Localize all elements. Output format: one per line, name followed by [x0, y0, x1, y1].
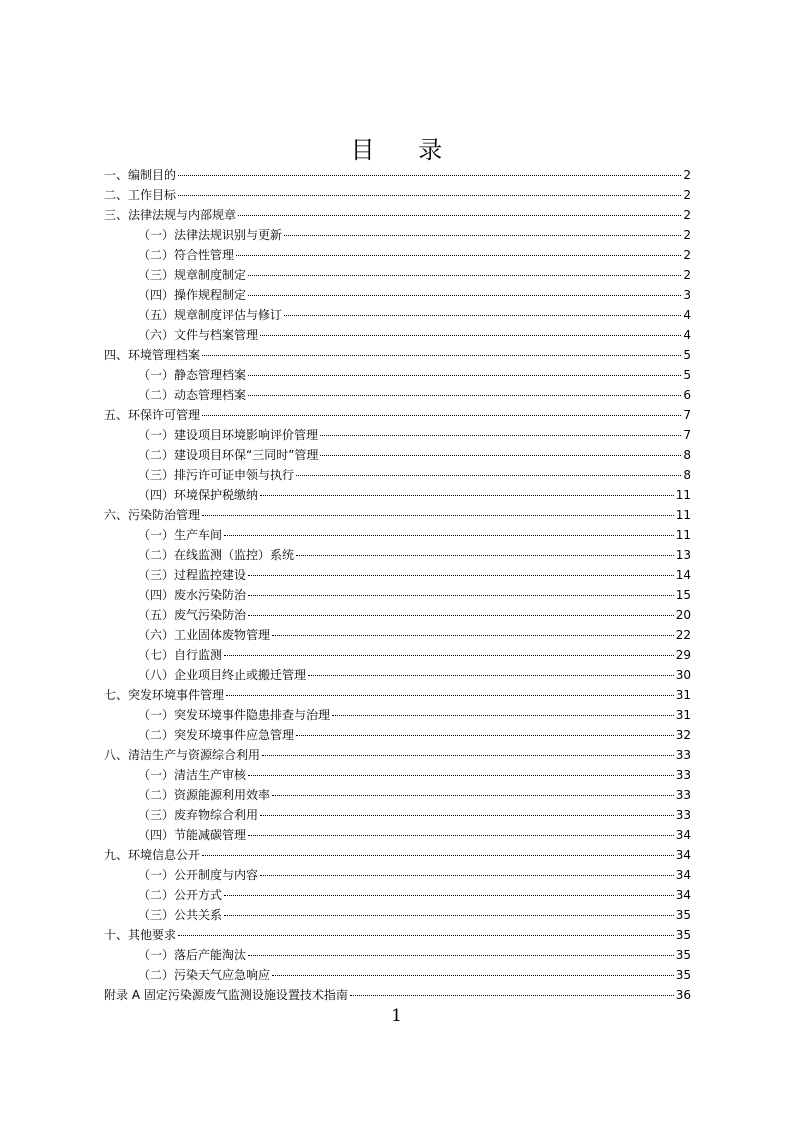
- toc-entry[interactable]: [104, 645, 691, 665]
- dot-leader: [202, 515, 674, 516]
- dot-leader: [308, 675, 674, 676]
- toc-entry[interactable]: [104, 185, 691, 205]
- dot-leader: [350, 995, 674, 996]
- toc-entry[interactable]: [104, 945, 691, 965]
- toc-entry[interactable]: [104, 385, 691, 405]
- dot-leader: [178, 935, 674, 936]
- toc-entry-page: 8: [683, 468, 691, 482]
- toc-entry[interactable]: [104, 845, 691, 865]
- toc-entry-page: 22: [675, 628, 691, 642]
- toc-entry-page: 35: [675, 968, 691, 982]
- toc-entry[interactable]: [104, 725, 691, 745]
- toc-entry[interactable]: [104, 925, 691, 945]
- toc-entry-label: （一）清洁生产审核: [138, 768, 247, 782]
- toc-entry[interactable]: [104, 625, 691, 645]
- toc-entry[interactable]: [104, 205, 691, 225]
- toc-entry-page: 2: [683, 248, 691, 262]
- toc-entry-page: 4: [683, 328, 691, 342]
- toc-entry-page: 33: [675, 808, 691, 822]
- toc-entry[interactable]: [104, 245, 691, 265]
- toc-entry[interactable]: [104, 545, 691, 565]
- dot-leader: [272, 975, 674, 976]
- toc-entry-label: 一、编制目的: [104, 168, 177, 182]
- dot-leader: [248, 775, 674, 776]
- dot-leader: [260, 335, 681, 336]
- toc-entry-label: （六）文件与档案管理: [138, 328, 259, 342]
- toc-entry[interactable]: [104, 285, 691, 305]
- dot-leader: [260, 875, 674, 876]
- toc-entry-label: （二）在线监测（监控）系统: [138, 548, 295, 562]
- toc-entry-label: （一）静态管理档案: [138, 368, 247, 382]
- toc-entry[interactable]: [104, 965, 691, 985]
- toc-entry[interactable]: [104, 485, 691, 505]
- dot-leader: [272, 635, 674, 636]
- toc-entry-label: （二）资源能源利用效率: [138, 788, 271, 802]
- toc-entry-label: （三）废弃物综合利用: [138, 808, 259, 822]
- toc-entry-label: 五、环保许可管理: [104, 408, 201, 422]
- toc-entry-page: 3: [683, 288, 691, 302]
- toc-entry-label: （八）企业项目终止或搬迁管理: [138, 668, 307, 682]
- toc-entry-page: 30: [675, 668, 691, 682]
- dot-leader: [178, 175, 681, 176]
- toc-entry-page: 34: [675, 828, 691, 842]
- dot-leader: [284, 315, 681, 316]
- toc-entry-label: （一）公开制度与内容: [138, 868, 259, 882]
- toc-entry-page: 32: [675, 728, 691, 742]
- dot-leader: [296, 735, 674, 736]
- toc-entry-label: （一）建设项目环境影响评价管理: [138, 428, 319, 442]
- toc-entry-label: （二）突发环境事件应急管理: [138, 728, 295, 742]
- toc-entry-page: 31: [675, 708, 691, 722]
- toc-entry[interactable]: [104, 985, 691, 1005]
- toc-entry-page: 15: [675, 588, 691, 602]
- toc-entry[interactable]: [104, 265, 691, 285]
- toc-entry-page: 2: [683, 268, 691, 282]
- toc-entry-page: 34: [675, 868, 691, 882]
- toc-entry-page: 11: [675, 508, 691, 522]
- toc-entry-page: 33: [675, 748, 691, 762]
- toc-entry-label: （一）突发环境事件隐患排查与治理: [138, 708, 331, 722]
- toc-entry[interactable]: [104, 345, 691, 365]
- dot-leader: [262, 755, 674, 756]
- dot-leader: [248, 575, 674, 576]
- toc-entry-label: （一）法律法规识别与更新: [138, 228, 283, 242]
- toc-entry-label: （一）生产车间: [138, 528, 223, 542]
- toc-entry-label: （七）自行监测: [138, 648, 223, 662]
- toc-entry-label: （四）环境保护税缴纳: [138, 488, 259, 502]
- toc-entry-page: 13: [675, 548, 691, 562]
- dot-leader: [248, 295, 681, 296]
- toc-entry[interactable]: [104, 525, 691, 545]
- toc-entry-page: 35: [675, 948, 691, 962]
- dot-leader: [224, 895, 674, 896]
- dot-leader: [284, 235, 681, 236]
- dot-leader: [296, 555, 674, 556]
- dot-leader: [260, 815, 674, 816]
- dot-leader: [272, 795, 674, 796]
- toc-entry-label: （二）符合性管理: [138, 248, 235, 262]
- toc-entry[interactable]: [104, 665, 691, 685]
- dot-leader: [296, 475, 681, 476]
- toc-entry-label: （二）建设项目环保“三同时”管理: [138, 448, 319, 462]
- toc-entry[interactable]: [104, 565, 691, 585]
- toc-entry[interactable]: [104, 505, 691, 525]
- toc-entry-page: 11: [675, 488, 691, 502]
- toc-entry-page: 5: [683, 368, 691, 382]
- toc-entry-page: 35: [675, 928, 691, 942]
- page-number: 1: [391, 1006, 402, 1026]
- toc-entry[interactable]: [104, 885, 691, 905]
- toc-entry-page: 14: [675, 568, 691, 582]
- toc-entry-label: （一）落后产能淘汰: [138, 948, 247, 962]
- toc-entry-page: 31: [675, 688, 691, 702]
- toc-entry-page: 20: [675, 608, 691, 622]
- toc-entry-page: 4: [683, 308, 691, 322]
- dot-leader: [320, 455, 681, 456]
- dot-leader: [248, 595, 674, 596]
- toc-entry[interactable]: [104, 325, 691, 345]
- toc-entry-label: 三、法律法规与内部规章: [104, 208, 237, 222]
- dot-leader: [248, 955, 674, 956]
- toc-entry-page: 7: [683, 408, 691, 422]
- dot-leader: [224, 535, 674, 536]
- toc-entry-page: 8: [683, 448, 691, 462]
- toc-entry[interactable]: [104, 825, 691, 845]
- dot-leader: [226, 695, 674, 696]
- toc-entry-label: （二）污染天气应急响应: [138, 968, 271, 982]
- toc-entry-label: （二）动态管理档案: [138, 388, 247, 402]
- toc-entry-page: 2: [683, 188, 691, 202]
- dot-leader: [248, 835, 674, 836]
- toc-entry-label: （四）节能减碳管理: [138, 828, 247, 842]
- dot-leader: [238, 215, 681, 216]
- toc-entry-label: 六、污染防治管理: [104, 508, 201, 522]
- toc-entry-label: （四）废水污染防治: [138, 588, 247, 602]
- toc-entry[interactable]: [104, 425, 691, 445]
- toc-entry[interactable]: [104, 865, 691, 885]
- toc-entry-page: 2: [683, 208, 691, 222]
- toc-entry[interactable]: [104, 445, 691, 465]
- toc-entry-label: 七、突发环境事件管理: [104, 688, 225, 702]
- toc-entry[interactable]: [104, 905, 691, 925]
- toc-entry-label: （五）规章制度评估与修订: [138, 308, 283, 322]
- dot-leader: [320, 435, 681, 436]
- dot-leader: [248, 375, 681, 376]
- dot-leader: [260, 495, 674, 496]
- dot-leader: [248, 275, 681, 276]
- toc-entry[interactable]: [104, 685, 691, 705]
- toc-entry[interactable]: [104, 405, 691, 425]
- table-of-contents: [104, 165, 691, 1005]
- dot-leader: [236, 255, 681, 256]
- toc-entry-label: 四、环境管理档案: [104, 348, 201, 362]
- dot-leader: [178, 195, 681, 196]
- toc-entry-label: （三）规章制度制定: [138, 268, 247, 282]
- toc-entry-label: （三）排污许可证申领与执行: [138, 468, 295, 482]
- toc-entry-label: （四）操作规程制定: [138, 288, 247, 302]
- toc-entry-label: （六）工业固体废物管理: [138, 628, 271, 642]
- toc-entry[interactable]: [104, 225, 691, 245]
- toc-entry-page: 29: [675, 648, 691, 662]
- toc-entry-page: 11: [675, 528, 691, 542]
- toc-entry-label: 附录 A 固定污染源废气监测设施设置技术指南: [104, 988, 348, 1002]
- dot-leader: [248, 615, 674, 616]
- toc-entry[interactable]: [104, 305, 691, 325]
- toc-entry[interactable]: [104, 585, 691, 605]
- toc-entry-label: 二、工作目标: [104, 188, 177, 202]
- dot-leader: [202, 355, 681, 356]
- toc-entry[interactable]: [104, 785, 691, 805]
- toc-entry-label: 九、环境信息公开: [104, 848, 201, 862]
- toc-entry-label: （五）废气污染防治: [138, 608, 247, 622]
- dot-leader: [332, 715, 674, 716]
- toc-entry-page: 2: [683, 168, 691, 182]
- toc-entry[interactable]: [104, 365, 691, 385]
- toc-entry[interactable]: [104, 705, 691, 725]
- toc-entry-page: 34: [675, 848, 691, 862]
- toc-entry[interactable]: [104, 465, 691, 485]
- toc-entry-page: 2: [683, 228, 691, 242]
- toc-entry-label: （三）公共关系: [138, 908, 223, 922]
- dot-leader: [248, 395, 681, 396]
- toc-entry-page: 33: [675, 788, 691, 802]
- toc-entry[interactable]: [104, 805, 691, 825]
- toc-entry-page: 5: [683, 348, 691, 362]
- toc-entry-label: （三）过程监控建设: [138, 568, 247, 582]
- toc-entry[interactable]: [104, 745, 691, 765]
- toc-entry-label: 八、清洁生产与资源综合利用: [104, 748, 261, 762]
- toc-entry-page: 35: [675, 908, 691, 922]
- toc-entry-page: 33: [675, 768, 691, 782]
- toc-entry[interactable]: [104, 765, 691, 785]
- dot-leader: [202, 415, 681, 416]
- toc-entry[interactable]: [104, 165, 691, 185]
- toc-entry-page: 34: [675, 888, 691, 902]
- toc-entry-page: 7: [683, 428, 691, 442]
- page-title: 目 录: [350, 136, 461, 164]
- toc-entry-page: 6: [683, 388, 691, 402]
- toc-entry[interactable]: [104, 605, 691, 625]
- dot-leader: [224, 655, 674, 656]
- toc-entry-label: 十、其他要求: [104, 928, 177, 942]
- dot-leader: [202, 855, 674, 856]
- toc-entry-page: 36: [675, 988, 691, 1002]
- dot-leader: [224, 915, 674, 916]
- toc-entry-label: （二）公开方式: [138, 888, 223, 902]
